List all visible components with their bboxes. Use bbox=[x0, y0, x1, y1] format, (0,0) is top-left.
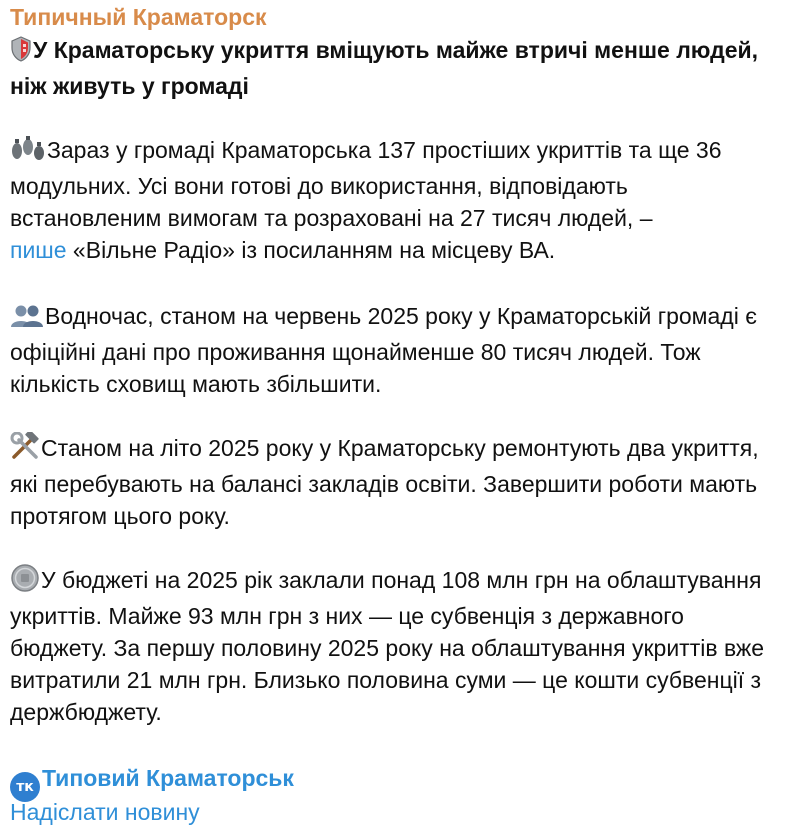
hammer-wrench-icon bbox=[10, 432, 40, 468]
paragraph-text: Зараз у громаді Краматорська 137 простіших укриттів та ще 36 модульних. Усі вони готові до використання, відповідають встановленим вимогам та розраховані на 27 тисяч людей, – bbox=[10, 137, 722, 231]
paragraph-text: У бюджеті на 2025 рік заклали понад 108 млн грн на облаштування укриттів. Майже 93 млн грн з них — це субвенція з державного бюджету. За першу половину 2025 року на облаштування укриттів вже витратили 21 млн грн. Близько половина суми — це кошти субвенції з держбюджету. bbox=[10, 567, 765, 725]
paragraph-text: Станом на літо 2025 року у Краматорську ремонтують два укриття, які перебувають на балансі закладів освіти. Завершити роботи мають протягом цього року. bbox=[10, 435, 759, 529]
bombs-icon bbox=[10, 136, 46, 170]
signature-text: Типовий Краматорськ bbox=[42, 765, 294, 791]
post-title-text: У Краматорську укриття вміщують майже втричі менше людей, ніж живуть у громаді bbox=[10, 37, 759, 99]
channel-logo-icon: тк bbox=[10, 772, 40, 802]
source-link[interactable]: пише bbox=[10, 237, 67, 263]
paragraph-text: Водночас, станом на червень 2025 року у Краматорській громаді є офіційні дані про проживання щонайменше 80 тисяч людей. Тож кількість сховищ мають збільшити. bbox=[10, 303, 757, 397]
paragraph-budget bbox=[10, 564, 780, 728]
send-news-link[interactable]: Надіслати новину bbox=[10, 799, 200, 825]
paragraph-shelters bbox=[10, 134, 780, 266]
shield-icon bbox=[10, 36, 32, 70]
paragraph-population bbox=[10, 300, 780, 400]
channel-name[interactable]: Типичный Краматорск bbox=[10, 4, 267, 30]
paragraph-repairs bbox=[10, 432, 780, 532]
post-title bbox=[10, 34, 770, 102]
coin-icon bbox=[10, 564, 40, 600]
people-icon bbox=[10, 304, 44, 336]
paragraph-text: «Вільне Радіо» із посиланням на місцеву ВА. bbox=[66, 237, 556, 263]
